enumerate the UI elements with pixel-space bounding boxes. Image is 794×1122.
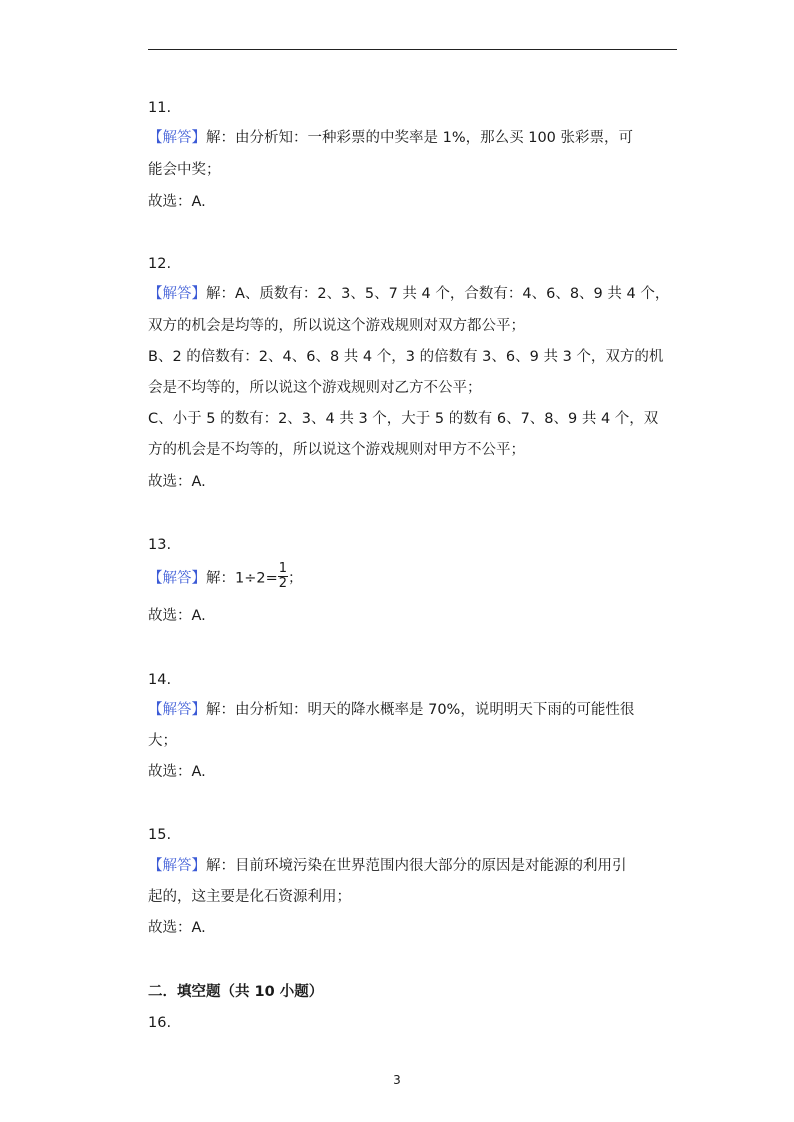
answer-line: 方的机会是不均等的，所以说这个游戏规则对甲方不公平； [148,442,525,458]
answer-tag: 【解答】 [148,130,206,146]
answer-line: 能会中奖； [148,162,221,178]
expression-prefix: 解：1÷2= [206,570,278,587]
header-rule [148,49,677,50]
page-number: 3 [393,1073,401,1087]
answer-tag: 【解答】 [148,286,206,302]
answer-line: 起的，这主要是化石资源利用； [148,889,351,905]
answer-line: B、2 的倍数有：2、4、6、8 共 4 个，3 的倍数有 3、6、9 共 3 个，双方的机 [148,349,664,365]
choice-line: 故选：A. [148,608,206,624]
question-number-12: 12. [148,256,172,272]
question-number-14: 14. [148,672,172,688]
answer-line: C、小于 5 的数有：2、3、4 共 3 个，大于 5 的数有 6、7、8、9 共 4 个，双 [148,411,659,427]
answer-line: 大； [148,733,177,749]
answer-line [148,561,303,591]
choice-line: 故选：A. [148,764,206,780]
answer-line [148,128,633,148]
answer-line [148,284,669,304]
answer-text: 解：目前环境污染在世界范围内很大部分的原因是对能源的利用引 [206,858,627,874]
answer-line [148,856,627,876]
answer-line [148,700,634,720]
choice-line: 故选：A. [148,474,206,490]
question-number-11: 11. [148,100,172,116]
answer-tag: 【解答】 [148,858,206,874]
fraction [278,562,288,591]
expression-suffix: ； [288,570,303,587]
answer-text: 解：A、质数有：2、3、5、7 共 4 个，合数有：4、6、8、9 共 4 个， [206,286,670,302]
fraction-denominator: 2 [278,576,288,591]
answer-tag: 【解答】 [148,702,206,718]
answer-text: 解：由分析知：一种彩票的中奖率是 1%，那么买 100 张彩票，可 [206,130,634,146]
answer-line: 会是不均等的，所以说这个游戏规则对乙方不公平； [148,380,482,396]
question-number-15: 15. [148,827,172,843]
answer-tag: 【解答】 [148,570,206,587]
answer-line: 双方的机会是均等的，所以说这个游戏规则对双方都公平； [148,318,525,334]
question-number-16: 16. [148,1015,172,1031]
section-title: 二．填空题（共 10 小题） [148,984,324,1000]
choice-line: 故选：A. [148,194,206,210]
answer-text: 解：由分析知：明天的降水概率是 70%，说明明天下雨的可能性很 [206,702,635,718]
choice-line: 故选：A. [148,920,206,936]
question-number-13: 13. [148,537,172,553]
fraction-numerator: 1 [278,561,288,576]
